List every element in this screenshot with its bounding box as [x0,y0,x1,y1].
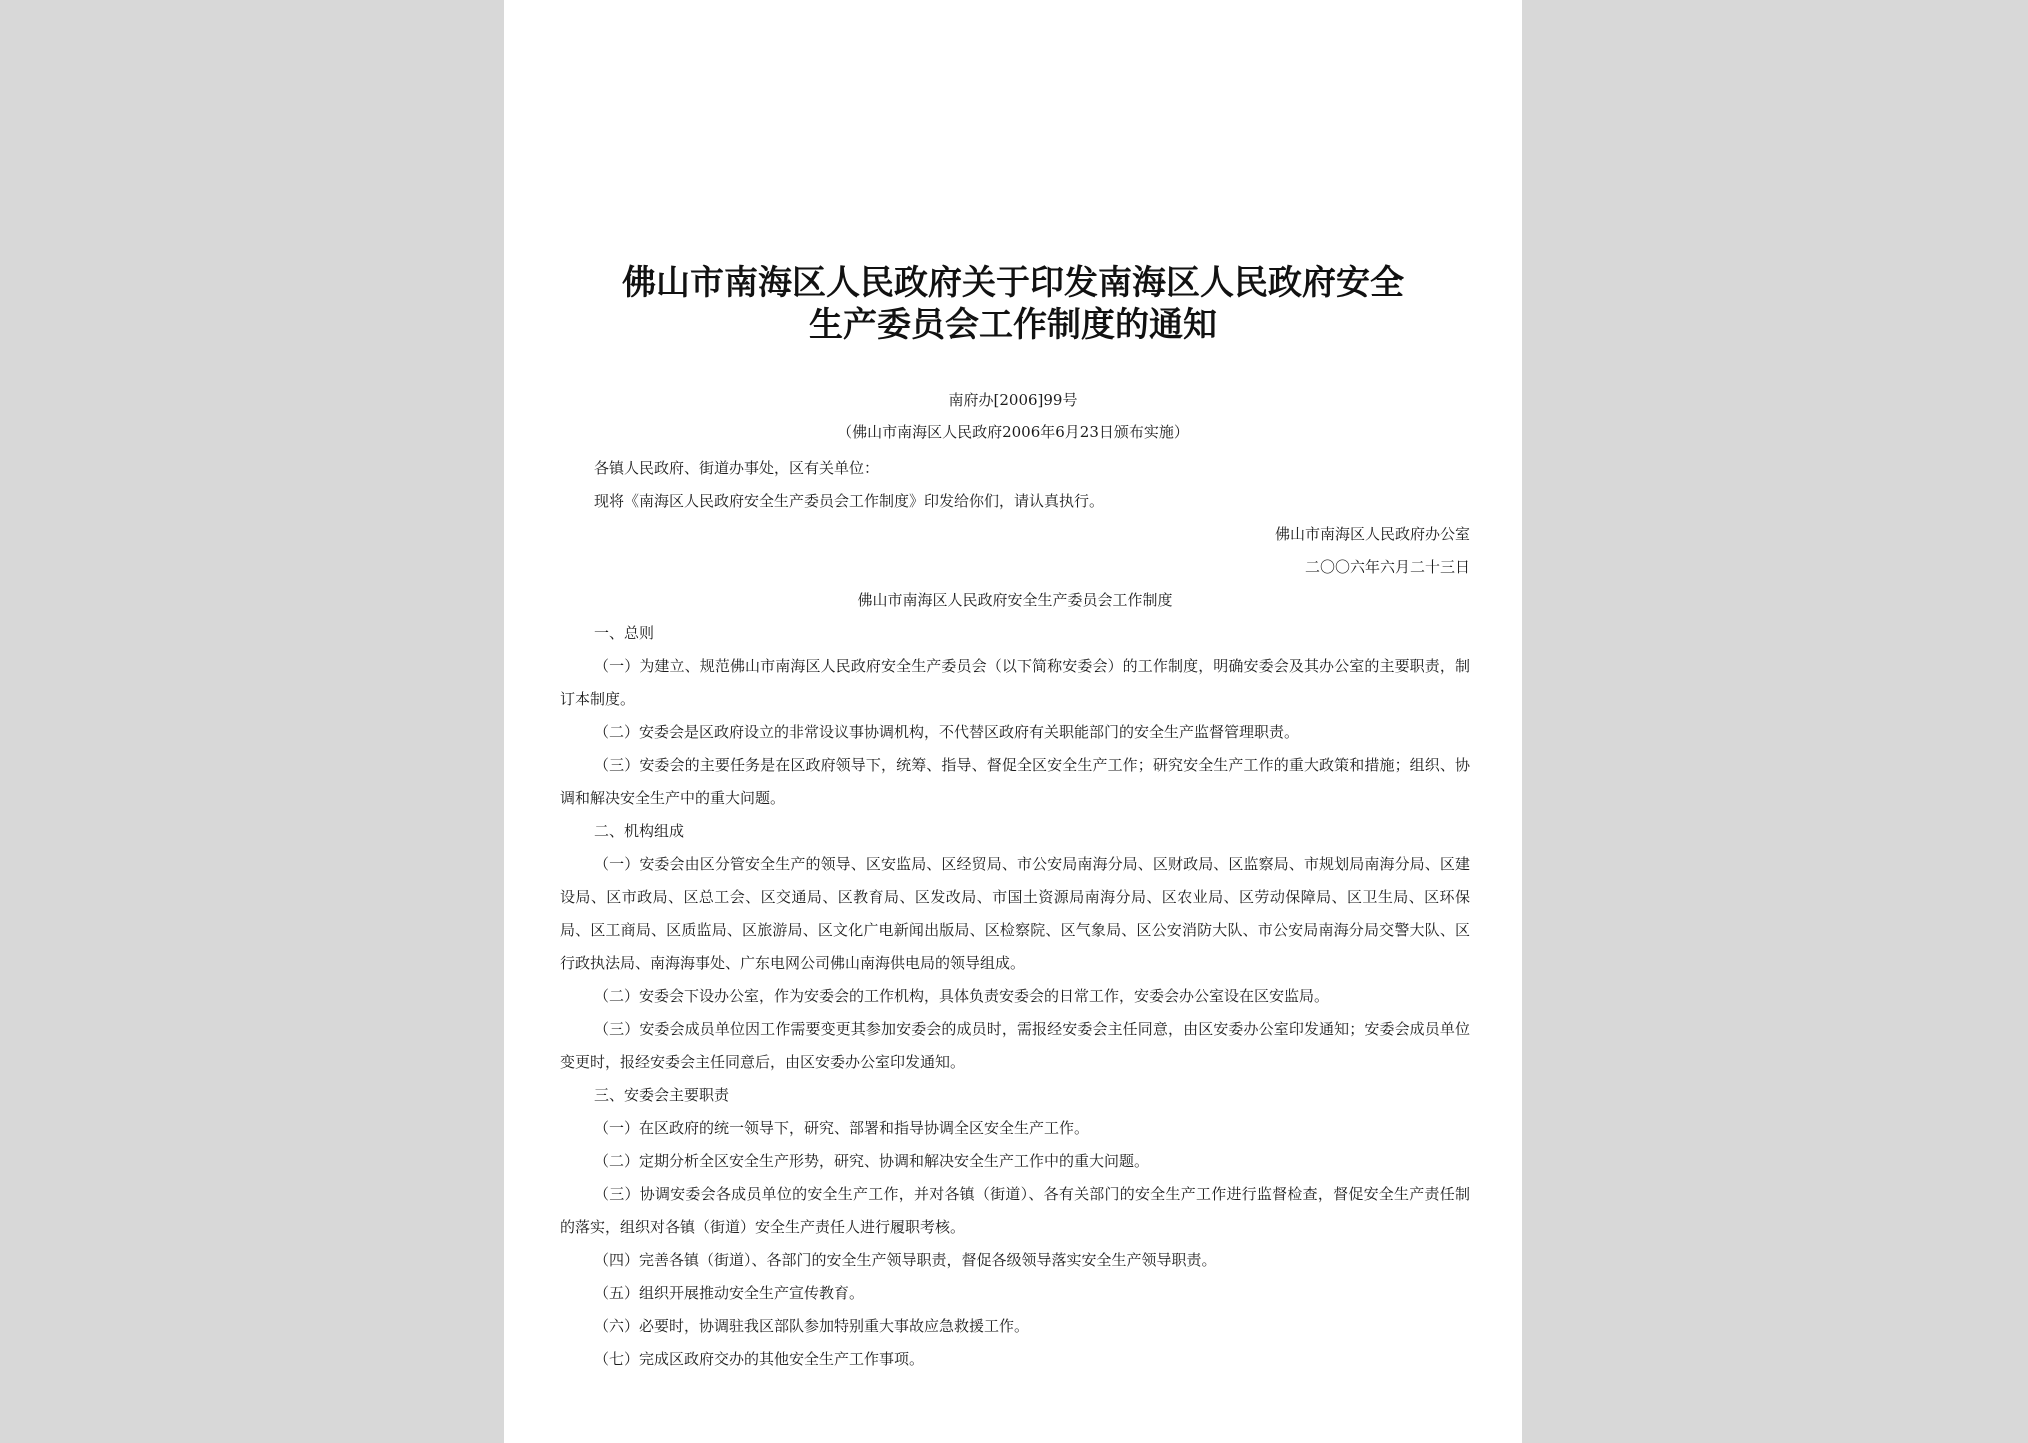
paragraph: （一）安委会由区分管安全生产的领导、区安监局、区经贸局、市公安局南海分局、区财政局、区监察局、市规划局南海分局、区建设局、区市政局、区总工会、区交通局、区教育局、区发改局、市国土资源局南海分局、区农业局、区劳动保障局、区卫生局、区环保局、区工商局、区质监局、区旅游局、区文化广电新闻出版局、区检察院、区气象局、区公安消防大队、市公安局南海分局交警大队、区行政执法局、南海海事处、广东电网公司佛山南海供电局的领导组成。 [560,855,1470,972]
sign-date: 二〇〇六年六月二十三日 [1304,558,1470,576]
intro-paragraph: 现将《南海区人民政府安全生产委员会工作制度》印发给你们，请认真执行。 [594,492,1105,510]
document-body [560,452,1470,1376]
document-number: 南府办[2006]99号 [948,391,1078,409]
paragraph: （五）组织开展推动安全生产宣传教育。 [594,1284,865,1302]
document-title [504,262,1522,346]
paragraph: （三）协调安委会各成员单位的安全生产工作，并对各镇（街道）、各有关部门的安全生产工作进行监督检查，督促安全生产责任制的落实，组织对各镇（街道）安全生产责任人进行履职考核。 [560,1185,1470,1236]
paragraph: （七）完成区政府交办的其他安全生产工作事项。 [594,1350,925,1368]
section-heading-organization: 二、机构组成 [594,822,685,840]
paragraph: （三）安委会成员单位因工作需要变更其参加安委会的成员时，需报经安委会主任同意，由区安委办公室印发通知；安委会成员单位变更时，报经安委会主任同意后，由区安委办公室印发通知。 [560,1020,1470,1071]
issue-note: （佛山市南海区人民政府2006年6月23日颁布实施） [837,423,1189,441]
paragraph: （一）在区政府的统一领导下，研究、部署和指导协调全区安全生产工作。 [594,1119,1090,1137]
attachment-title: 佛山市南海区人民政府安全生产委员会工作制度 [857,591,1173,609]
signer: 佛山市南海区人民政府办公室 [1274,525,1470,543]
paragraph: （六）必要时，协调驻我区部队参加特别重大事故应急救援工作。 [594,1317,1030,1335]
paragraph: （四）完善各镇（街道）、各部门的安全生产领导职责，督促各级领导落实安全生产领导职责。 [594,1251,1217,1269]
section-heading-duties: 三、安委会主要职责 [594,1086,730,1104]
title-line-1: 佛山市南海区人民政府关于印发南海区人民政府安全 [622,263,1404,303]
paragraph: （二）定期分析全区安全生产形势，研究、协调和解决安全生产工作中的重大问题。 [594,1152,1150,1170]
paragraph: （三）安委会的主要任务是在区政府领导下，统筹、指导、督促全区安全生产工作；研究安全生产工作的重大政策和措施；组织、协调和解决安全生产中的重大问题。 [560,756,1470,807]
title-line-2: 生产委员会工作制度的通知 [809,305,1217,345]
section-heading-general: 一、总则 [594,624,655,642]
document-page [504,0,1522,1443]
paragraph: （二）安委会是区政府设立的非常设议事协调机构，不代替区政府有关职能部门的安全生产监督管理职责。 [594,723,1300,741]
paragraph: （二）安委会下设办公室，作为安委会的工作机构，具体负责安委会的日常工作，安委会办公室设在区安监局。 [594,987,1330,1005]
paragraph: （一）为建立、规范佛山市南海区人民政府安全生产委员会（以下简称安委会）的工作制度，明确安委会及其办公室的主要职责，制订本制度。 [560,657,1470,708]
salutation: 各镇人民政府、街道办事处，区有关单位： [594,459,880,477]
